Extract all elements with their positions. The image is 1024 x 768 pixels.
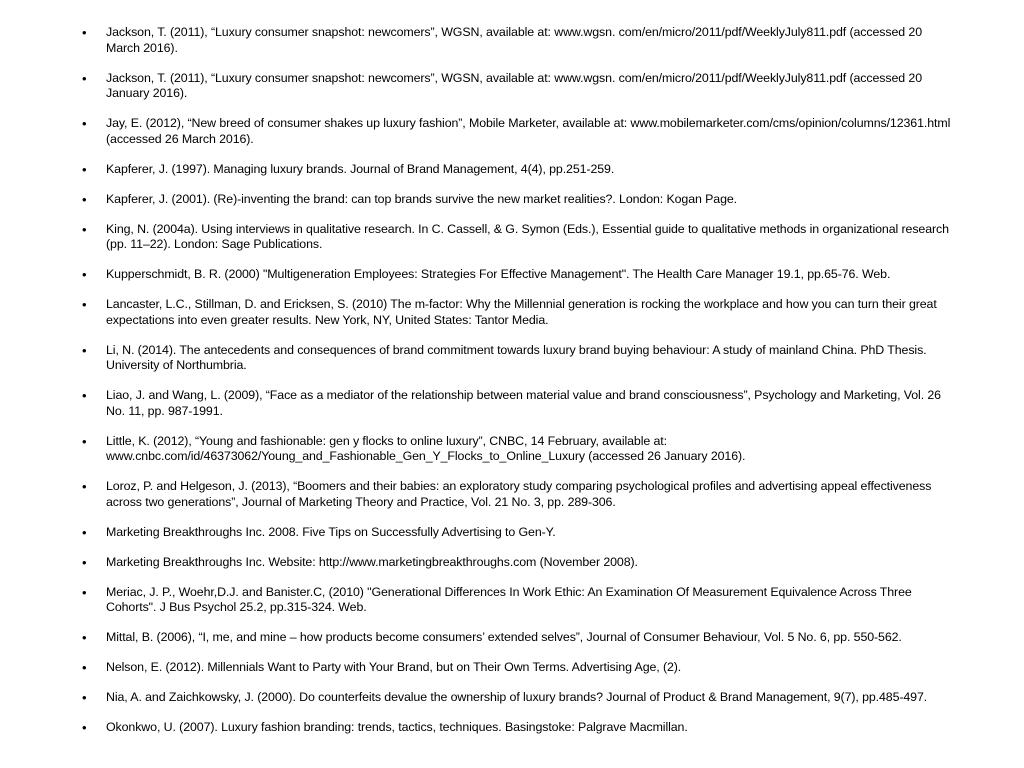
reference-text: Liao, J. and Wang, L. (2009), “Face as a mediator of the relationship between material value and brand consciousness”, Psychology and Marketing, Vol. 26 No. 11, pp. 987-1991.: [106, 388, 941, 418]
bullet-icon: •: [82, 690, 87, 705]
reference-text: Jackson, T. (2011), “Luxury consumer snapshot: newcomers”, WGSN, available at: www.wgsn. com/en/micro/2011/pdf/WeeklyJuly811.pdf (accessed 20 March 2016).: [106, 25, 922, 55]
reference-text: King, N. (2004a). Using interviews in qualitative research. In C. Cassell, & G. Symon (Eds.), Essential guide to qualitative methods in organizational research (pp. 11–22). London: Sage Publications.: [106, 221, 949, 251]
reference-text: Jackson, T. (2011), “Luxury consumer snapshot: newcomers”, WGSN, available at: www.wgsn. com/en/micro/2011/pdf/WeeklyJuly811.pdf (accessed 20 January 2016).: [106, 70, 922, 100]
bullet-icon: •: [82, 630, 87, 645]
reference-item: [82, 434, 952, 465]
reference-text: Li, N. (2014). The antecedents and consequences of brand commitment towards luxury brand buying behaviour: A study of mainland China. PhD Thesis. University of Northumbria.: [106, 342, 927, 372]
reference-text: Meriac, J. P., Woehr,D.J. and Banister.C, (2010) "Generational Differences In Work Ethic: An Examination Of Measurement Equivalence Across Three Cohorts". J Bus Psychol 25.2, pp.315-324. Web.: [106, 584, 912, 614]
bullet-icon: •: [82, 524, 87, 540]
reference-item: [82, 222, 952, 253]
bullet-icon: •: [82, 191, 87, 207]
bullet-icon: •: [82, 25, 87, 40]
bullet-icon: •: [82, 388, 87, 403]
reference-text: Lancaster, L.C., Stillman, D. and Ericksen, S. (2010) The m-factor: Why the Millennial generation is rocking the workplace and how you can turn their great expectations into even greater results. New York, NY, United States: Tantor Media.: [106, 297, 937, 327]
reference-text: Nia, A. and Zaichkowsky, J. (2000). Do counterfeits devalue the ownership of luxury brands? Journal of Product & Brand Management, 9(7), pp.485-497.: [106, 690, 928, 704]
reference-item: [82, 479, 952, 510]
reference-item: [82, 660, 952, 676]
reference-text: Kapferer, J. (2001). (Re)-inventing the brand: can top brands survive the new market realities?. London: Kogan Page.: [106, 191, 738, 206]
reference-text: Marketing Breakthroughs Inc. 2008. Five Tips on Successfully Advertising to Gen-Y.: [106, 524, 556, 539]
reference-text: Mittal, B. (2006), “I, me, and mine – how products become consumers’ extended selves”, Journal of Consumer Behaviour, Vol. 5 No. 6, pp. 550-562.: [106, 630, 902, 644]
reference-item: [82, 630, 952, 646]
reference-item: [82, 162, 952, 178]
reference-item: [82, 267, 952, 283]
bullet-icon: •: [82, 342, 87, 358]
reference-item: [82, 25, 952, 56]
reference-text: Kapferer, J. (1997). Managing luxury brands. Journal of Brand Management, 4(4), pp.251-259.: [106, 161, 615, 176]
bullet-icon: •: [82, 720, 87, 735]
reference-text: Nelson, E. (2012). Millennials Want to Party with Your Brand, but on Their Own Terms. Advertising Age, (2).: [106, 660, 682, 674]
bullet-icon: •: [82, 116, 87, 131]
bullet-icon: •: [82, 221, 87, 237]
bullet-icon: •: [82, 267, 87, 282]
bullet-icon: •: [82, 161, 87, 177]
reference-item: [82, 116, 952, 147]
reference-text: Little, K. (2012), “Young and fashionable: gen y flocks to online luxury”, CNBC, 14 February, available at: www.cnbc.com/id/46373062/Young_and_Fashionable_Gen_Y_Flocks_to_Online_Luxury (accessed 26 January 2016).: [106, 433, 746, 463]
reference-item: [82, 388, 952, 419]
reference-item: [82, 71, 952, 102]
bullet-icon: •: [82, 660, 87, 675]
reference-text: Loroz, P. and Helgeson, J. (2013), “Boomers and their babies: an exploratory study comparing psychological profiles and advertising appeal effectiveness across two generations”, Journal of Marketing Theory and Practice, Vol. 21 No. 3, pp. 289-306.: [106, 479, 932, 509]
bullet-icon: •: [82, 297, 87, 312]
bullet-icon: •: [82, 584, 87, 600]
bullet-icon: •: [82, 554, 87, 570]
reference-list: [82, 25, 952, 750]
reference-item: [82, 585, 952, 616]
reference-text: Marketing Breakthroughs Inc. Website: http://www.marketingbreakthroughs.com (November 2008).: [106, 554, 638, 569]
reference-item: [82, 555, 952, 571]
reference-item: [82, 690, 952, 706]
reference-item: [82, 525, 952, 541]
bullet-icon: •: [82, 479, 87, 494]
reference-text: Okonkwo, U. (2007). Luxury fashion branding: trends, tactics, techniques. Basingstoke: Palgrave Macmillan.: [106, 720, 688, 734]
reference-item: [82, 720, 952, 736]
bullet-icon: •: [82, 70, 87, 86]
reference-item: [82, 297, 952, 328]
reference-item: [82, 343, 952, 374]
bullet-icon: •: [82, 433, 87, 449]
reference-item: [82, 192, 952, 208]
reference-text: Kupperschmidt, B. R. (2000) "Multigeneration Employees: Strategies For Effective Management". The Health Care Manager 19.1, pp.65-76. Web.: [106, 267, 891, 281]
reference-text: Jay, E. (2012), “New breed of consumer shakes up luxury fashion”, Mobile Marketer, available at: www.mobilemarketer.com/cms/opinion/columns/12361.html (accessed 26 March 2016).: [106, 116, 951, 146]
